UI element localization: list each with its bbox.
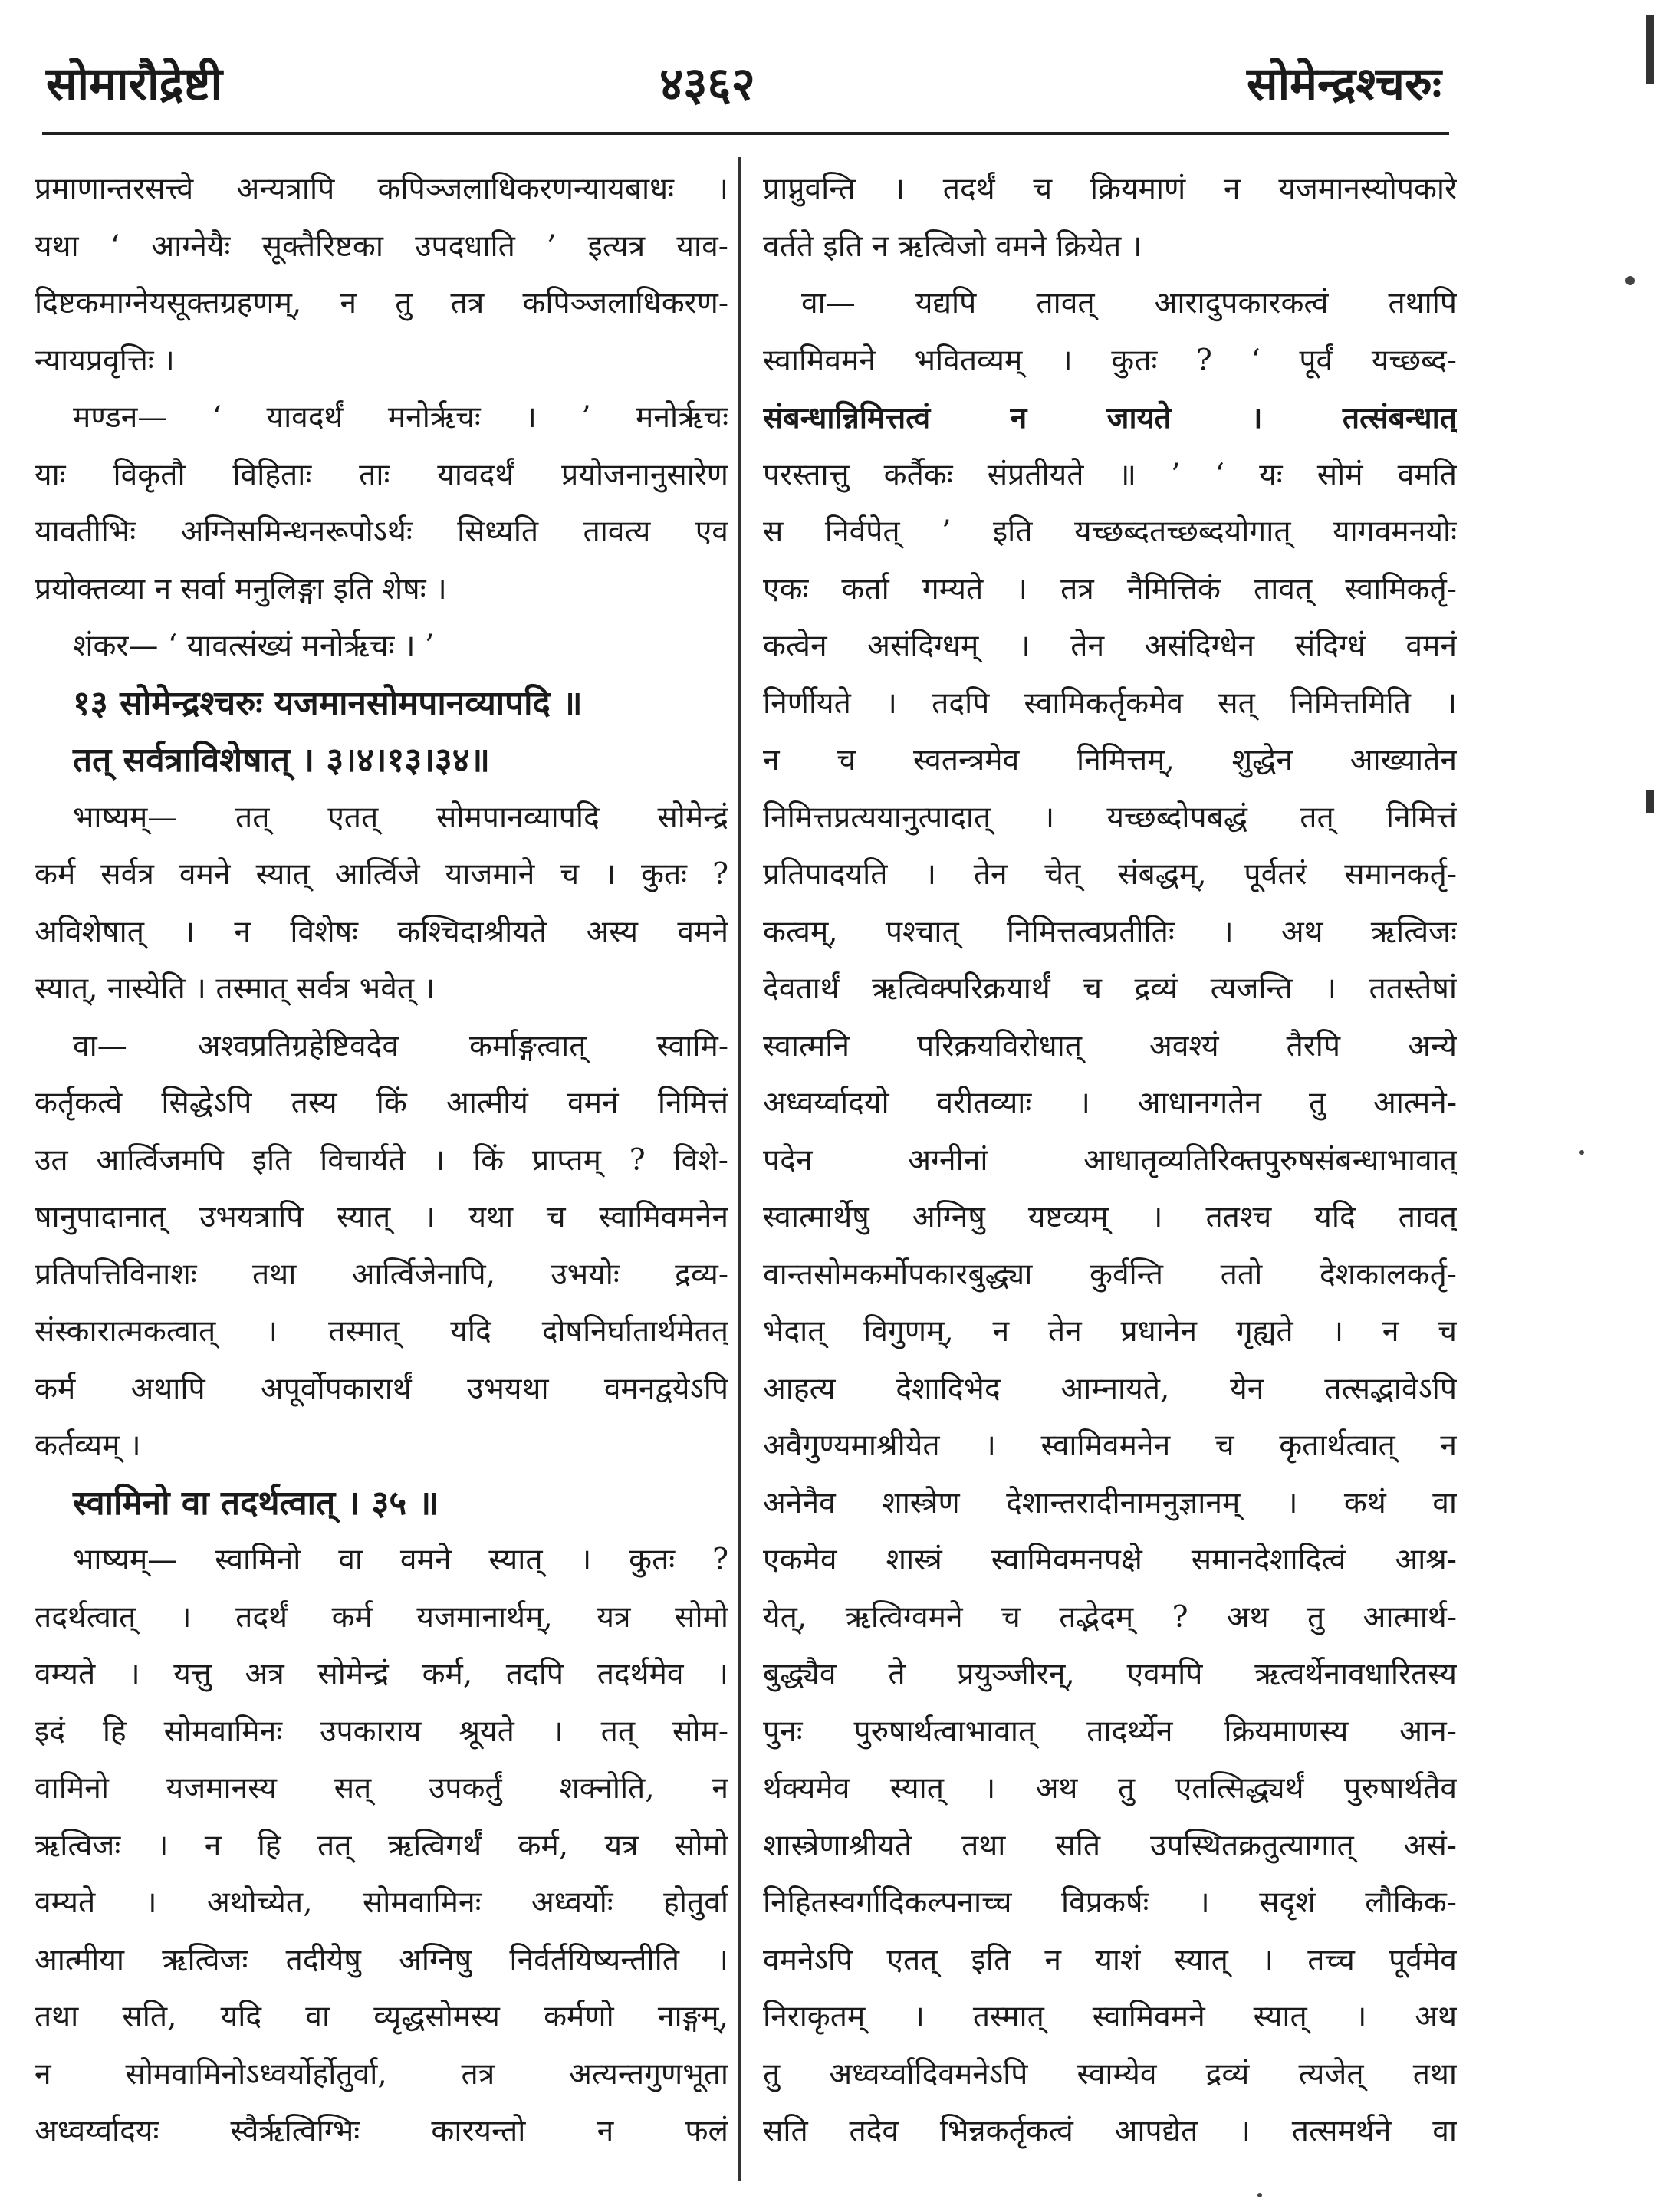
- text-line: वामिनो यजमानस्य सत् उपकर्तुं शक्नोति, न: [35, 1771, 728, 1806]
- text-line: इदं हि सोमवामिनः उपकाराय श्रूयते । तत् सोम-: [35, 1714, 728, 1749]
- text-line: स्वामिनो वा तदर्थत्वात् । ३५ ॥: [73, 1483, 439, 1523]
- text-line: निर्णीयते । तदपि स्वामिकर्तृकमेव सत् निमित्तमिति ।: [763, 685, 1457, 721]
- text-line: वान्तसोमकर्मोपकारबुद्ध्या कुर्वन्ति ततो देशकालकर्तृ-: [763, 1257, 1457, 1292]
- text-line: कर्म अथापि अपूर्वोपकारार्थं उभयथा वमनद्वयेऽपि: [35, 1371, 728, 1406]
- text-line: पुनः पुरुषार्थत्वाभावात् तादर्थ्येन क्रियमाणस्य आन-: [763, 1714, 1457, 1749]
- text-line: कर्म सर्वत्र वमने स्यात् आर्त्विजे याजमाने च । कुतः ?: [35, 857, 728, 892]
- text-line: अवैगुण्यमाश्रीयेत । स्वामिवमनेन च कृतार्थत्वात् न: [763, 1428, 1457, 1463]
- text-line: याः विकृतौ विहिताः ताः यावदर्थं प्रयोजनानुसारेण: [35, 457, 728, 492]
- text-line: परस्तात्तु कर्तैकः संप्रतीयते ॥ ’ ‘ यः सोमं वमति: [763, 457, 1457, 492]
- text-line: बुद्ध्यैव ते प्रयुञ्जीरन्, एवमपि ऋत्वर्थेनावधारितस्य: [763, 1657, 1457, 1691]
- text-line: प्राप्नुवन्ति । तदर्थं च क्रियमाणं न यजमानस्योपकारे: [763, 172, 1457, 206]
- scan-speck: [1625, 276, 1635, 285]
- text-line: भाष्यम्— स्वामिनो वा वमने स्यात् । कुतः ?: [73, 1543, 728, 1577]
- text-line: निमित्तप्रत्ययानुत्पादात् । यच्छब्दोपबद्धं तत् निमित्तं: [763, 800, 1457, 835]
- header-rule: [42, 132, 1449, 135]
- text-line: यथा ‘ आग्नेयैः सूक्तैरिष्टका उपदधाति ’ इत्यत्र याव-: [35, 228, 728, 264]
- text-line: प्रतिपादयति । तेन चेत् संबद्धम्, पूर्वतरं समानकर्तृ-: [763, 857, 1457, 892]
- text-line: एकः कर्ता गम्यते । तत्र नैमित्तिकं तावत् स्वामिकर्तृ-: [763, 571, 1457, 606]
- text-line: कत्वेन असंदिग्धम् । तेन असंदिग्धेन संदिग्धं वमनं: [763, 629, 1457, 663]
- text-line: भेदात् विगुणम्, न तेन प्रधानेन गृह्यते । न च: [763, 1314, 1457, 1349]
- text-line: वम्यते । यत्तु अत्र सोमेन्द्रं कर्म, तदपि तदर्थमेव ।: [35, 1657, 728, 1691]
- text-line: अनेनैव शास्त्रेण देशान्तरादीनामनुज्ञानम् । कथं वा: [763, 1485, 1457, 1520]
- text-line: स निर्वपेत् ’ इति यच्छब्दतच्छब्दयोगात् यागवमनयोः: [763, 514, 1457, 549]
- text-line: संबन्धान्निमित्तत्वं न जायते । तत्संबन्धात्: [763, 400, 1457, 435]
- text-line: उत आर्त्विजमपि इति विचार्यते । किं प्राप्तम् ? विशे-: [35, 1142, 728, 1178]
- text-line: निराकृतम् । तस्मात् स्वामिवमने स्यात् । अथ: [763, 2000, 1457, 2034]
- text-line: वम्यते । अथोच्येत, सोमवामिनः अध्वर्योः होतुर्वा: [35, 1885, 728, 1920]
- text-line: कत्वम्, पश्चात् निमित्तत्वप्रतीतिः । अथ ऋत्विजः: [763, 914, 1457, 949]
- left-column: [35, 161, 728, 2161]
- text-line: देवतार्थं ऋत्विक्परिक्रयार्थं च द्रव्यं त्यजन्ति । ततस्तेषां: [763, 971, 1457, 1006]
- text-line: तदर्थत्वात् । तदर्थं कर्म यजमानार्थम्, यत्र सोमो: [35, 1599, 728, 1635]
- text-line: प्रयोक्तव्या न सर्वा मनुलिङ्गा इति शेषः ।: [35, 571, 447, 606]
- text-line: न च स्वतन्त्रमेव निमित्तम्, शुद्धेन आख्यातेन: [763, 743, 1457, 777]
- text-line: तत् सर्वत्राविशेषात् । ३।४।१३।३४॥: [73, 741, 491, 780]
- scan-speck: [1257, 2193, 1262, 2197]
- text-line: प्रतिपत्तिविनाशः तथा आर्त्विजेनापि, उभयोः द्रव्य-: [35, 1257, 728, 1292]
- text-line: न्यायप्रवृत्तिः ।: [35, 343, 175, 378]
- text-line: शंकर— ‘ यावत्संख्यं मनोर्ऋचः । ’: [73, 629, 435, 663]
- text-line: आत्मीया ऋत्विजः तदीयेषु अग्निषु निर्वर्तयिष्यन्तीति ।: [35, 1942, 728, 1977]
- text-line: संस्कारात्मकत्वात् । तस्मात् यदि दोषनिर्घातार्थमेतत्: [35, 1314, 728, 1349]
- text-line: शास्त्रेणाश्रीयते तथा सति उपस्थितक्रतुत्यागात् असं-: [763, 1828, 1457, 1863]
- text-line: वमनेऽपि एतत् इति न याशं स्यात् । तच्च पूर्वमेव: [763, 1942, 1457, 1977]
- text-line: येत्, ऋत्विग्वमने च तद्भेदम् ? अथ तु आत्मार्थ-: [763, 1599, 1457, 1635]
- text-line: मण्डन— ‘ यावदर्थं मनोर्ऋचः । ’ मनोर्ऋचः: [73, 400, 728, 435]
- text-line: स्वामिवमने भवितव्यम् । कुतः ? ‘ पूर्वं यच्छब्द-: [763, 343, 1457, 378]
- text-line: कर्तव्यम् ।: [35, 1428, 141, 1463]
- text-line: पदेन अग्नीनां आधातृव्यतिरिक्तपुरुषसंबन्धाभावात्: [763, 1142, 1457, 1178]
- text-line: वा— यद्यपि तावत् आरादुपकारकत्वं तथापि: [801, 286, 1457, 320]
- right-column: [763, 161, 1457, 2161]
- text-line: वर्तते इति न ऋत्विजो वमने क्रियेत ।: [763, 228, 1142, 264]
- scan-edge-mark: [1646, 790, 1654, 813]
- text-line: तु अध्वर्य्वादिवमनेऽपि स्वाम्येव द्रव्यं त्यजेत् तथा: [763, 2056, 1457, 2092]
- text-line: तथा सति, यदि वा व्यृद्धसोमस्य कर्मणो नाङ्गम्,: [35, 2000, 728, 2034]
- text-line: सति तदेव भिन्नकर्तृकत्वं आपद्येत । तत्समर्थने वा: [763, 2114, 1457, 2148]
- text-line: अविशेषात् । न विशेषः कश्चिदाश्रीयते अस्य वमने: [35, 914, 728, 949]
- column-divider: [738, 157, 741, 2181]
- text-line: स्वात्मार्थेषु अग्निषु यष्टव्यम् । ततश्च यदि तावत्: [763, 1200, 1457, 1234]
- text-line: षानुपादानात् उभयत्रापि स्यात् । यथा च स्वामिवमनेन: [35, 1200, 728, 1234]
- running-header-left: सोमारौद्रेष्टी: [46, 58, 223, 111]
- text-line: आहत्य देशादिभेद आम्नायते, येन तत्सद्भावेऽपि: [763, 1371, 1457, 1406]
- text-line: प्रमाणान्तरसत्त्वे अन्यत्रापि कपिञ्जलाधिकरणन्यायबाधः ।: [35, 172, 728, 206]
- running-header-right: सोमेन्द्रश्चरुः: [1247, 58, 1441, 111]
- text-line: एकमेव शास्त्रं स्वामिवमनपक्षे समानदेशादित्वं आश्र-: [763, 1543, 1457, 1577]
- text-line: स्वात्मनि परिक्रयविरोधात् अवश्यं तैरपि अन्ये: [763, 1028, 1457, 1063]
- text-line: कर्तृकत्वे सिद्धेऽपि तस्य किं आत्मीयं वमनं निमित्तं: [35, 1086, 728, 1120]
- text-line: न सोमवामिनोऽध्वर्योर्होतुर्वा, तत्र अत्यन्तगुणभूता: [35, 2056, 728, 2092]
- text-line: स्यात्, नास्येति । तस्मात् सर्वत्र भवेत् ।: [35, 971, 436, 1006]
- scan-speck: [1579, 1150, 1584, 1155]
- text-line: भाष्यम्— तत् एतत् सोमपानव्यापदि सोमेन्द्रं: [73, 800, 728, 835]
- text-line: र्थक्यमेव स्यात् । अथ तु एतत्सिद्ध्यर्थं पुरुषार्थतैव: [763, 1771, 1457, 1806]
- text-line: ऋत्विजः । न हि तत् ऋत्विगर्थं कर्म, यत्र सोमो: [35, 1828, 728, 1863]
- text-line: यावतीभिः अग्निसमिन्धनरूपोऽर्थः सिध्यति तावत्य एव: [35, 514, 728, 549]
- text-line: १३ सोमेन्द्रश्चरुः यजमानसोमपानव्यापदि ॥: [73, 683, 583, 723]
- text-line: दिष्टकमाग्नेयसूक्तग्रहणम्, न तु तत्र कपिञ्जलाधिकरण-: [35, 286, 728, 320]
- page-number: ४३६२: [659, 58, 755, 111]
- text-line: वा— अश्वप्रतिग्रहेष्टिवदेव कर्माङ्गत्वात् स्वामि-: [73, 1028, 728, 1063]
- text-line: अध्वर्य्वादयः स्वैर्ऋत्विग्भिः कारयन्तो न फलं: [35, 2114, 728, 2148]
- text-line: निहितस्वर्गादिकल्पनाच्च विप्रकर्षः । सदृशं लौकिक-: [763, 1885, 1457, 1920]
- text-line: अध्वर्य्वादयो वरीतव्याः । आधानगतेन तु आत्मने-: [763, 1086, 1457, 1120]
- scan-edge-mark: [1646, 15, 1654, 84]
